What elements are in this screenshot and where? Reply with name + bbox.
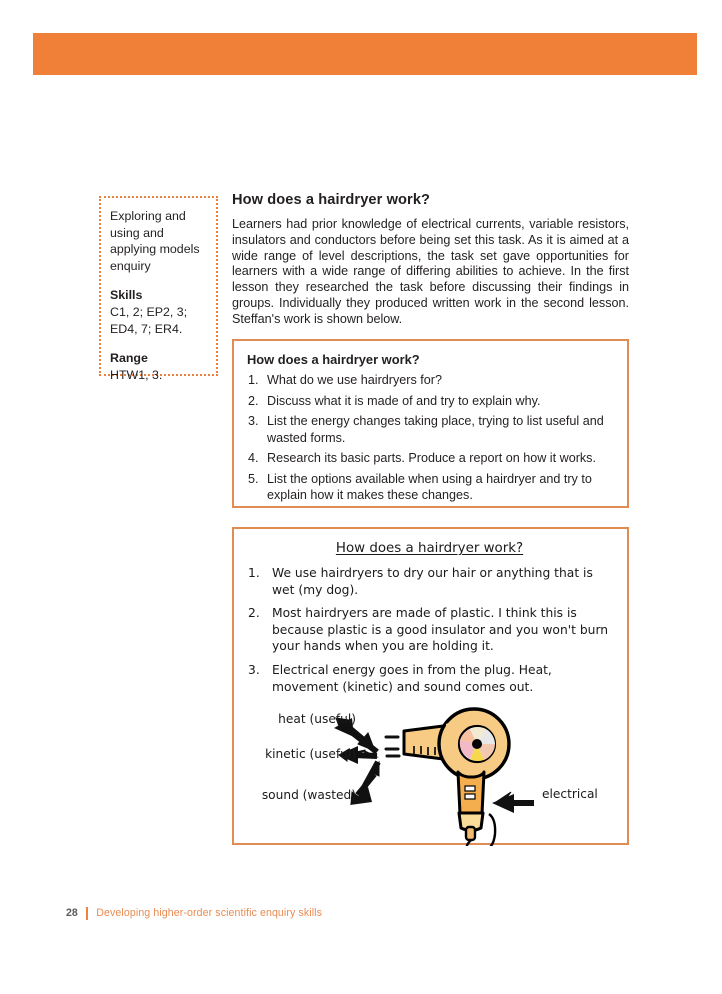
main-content-column xyxy=(232,192,629,328)
label-electrical: electrical xyxy=(542,787,598,802)
list-item: Most hairdryers are made of plastic. I think this is because plastic is a good insulator and you won't burn your hands when you are holding it. xyxy=(272,606,609,654)
label-heat: heat (useful) xyxy=(278,712,356,727)
task-box xyxy=(232,339,629,508)
list-item: We use hairdryers to dry our hair or anything that is wet (my dog). xyxy=(272,566,593,597)
fan-hub-shape xyxy=(472,739,482,749)
sidebar-range-value: HTW1, 3. xyxy=(110,367,163,382)
list-item: List the energy changes taking place, trying to list useful and wasted forms. xyxy=(267,414,604,445)
page-number: 28 xyxy=(66,907,78,919)
list-item: Electrical energy goes in from the plug. Heat, movement (kinetic) and sound comes out. xyxy=(272,662,552,694)
list-item: List the options available when using a hairdryer and try to explain how it makes these changes. xyxy=(267,472,592,503)
cord-grip-shape xyxy=(466,827,475,840)
label-sound: sound (wasted) xyxy=(261,788,356,803)
list-item: What do we use hairdryers for? xyxy=(267,373,442,387)
sidebar-info-box xyxy=(99,196,218,382)
label-kinetic: kinetic (useful) xyxy=(265,747,356,762)
task-box-heading: How does a hairdryer work? xyxy=(247,352,420,367)
answer-box-heading: How does a hairdryer work? xyxy=(335,541,524,556)
answer-list xyxy=(246,565,613,695)
airflow-ticks-icon xyxy=(386,737,399,756)
list-item: Discuss what it is made of and try to explain why. xyxy=(267,393,541,408)
hairdryer-body-group xyxy=(404,709,509,846)
hairdryer-energy-diagram xyxy=(246,704,617,846)
task-list xyxy=(247,372,613,503)
page-footer xyxy=(66,905,322,921)
student-answer-box xyxy=(232,527,629,845)
sidebar-skills-heading: Skills xyxy=(110,288,143,303)
footer-divider xyxy=(86,907,89,920)
footer-text: Developing higher-order scientific enquiry skills xyxy=(96,907,322,919)
page-title: How does a hairdryer work? xyxy=(232,192,431,208)
sidebar-range-heading: Range xyxy=(110,351,148,366)
list-item: Research its basic parts. Produce a report on how it works. xyxy=(267,451,596,466)
sidebar-enquiry-type: Exploring and using and applying models enquiry xyxy=(110,209,200,273)
sidebar-skills-value: C1, 2; EP2, 3; ED4, 7; ER4. xyxy=(110,304,188,336)
header-banner xyxy=(33,33,697,75)
intro-paragraph: Learners had prior knowledge of electrical currents, variable resistors, insulators and conductors before being set this task. As it is aimed at a wide range of level descriptions, the task set gave opportunities for learners with a wide range of differing abilities to achieve. In the first lesson they researched the task before discussing their findings in groups. Individually they produced written work in the second lesson. Steffan's work is shown below. xyxy=(232,217,629,326)
